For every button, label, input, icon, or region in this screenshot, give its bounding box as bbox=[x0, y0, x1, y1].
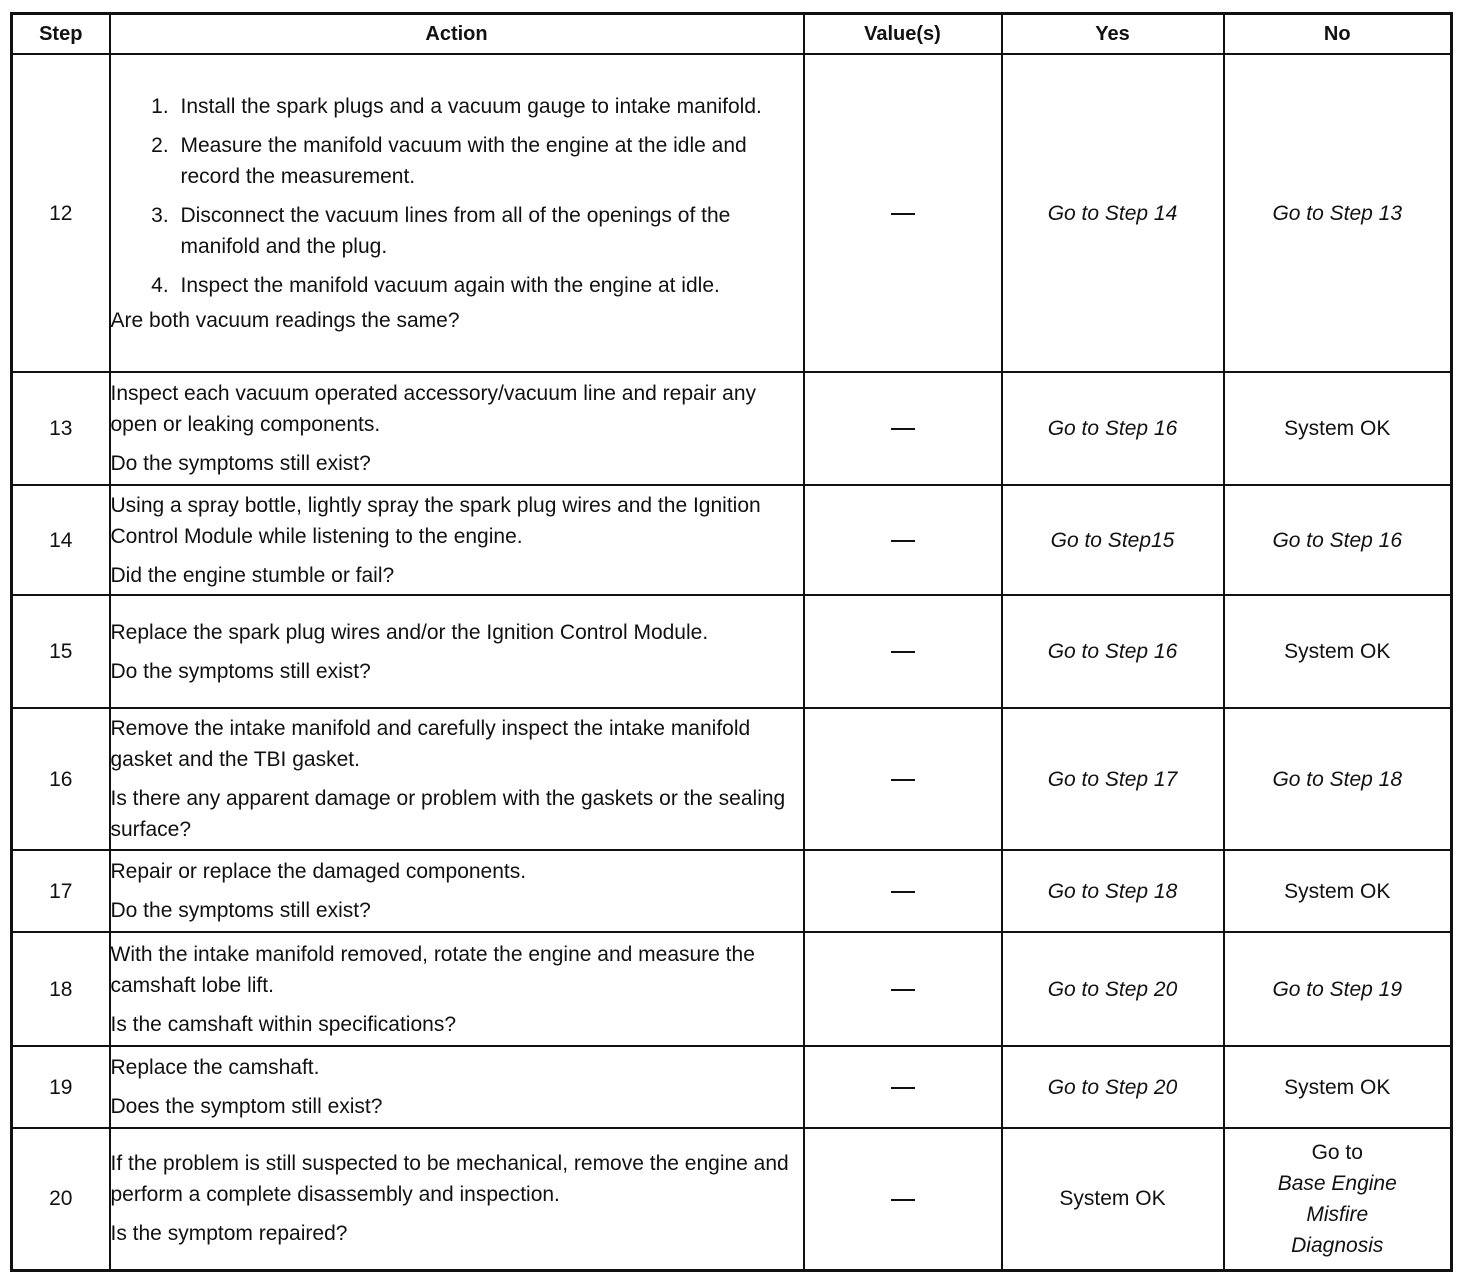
yes-result: Go to Step 14 bbox=[1002, 54, 1224, 372]
table-row bbox=[12, 485, 1452, 595]
value-dash bbox=[891, 540, 915, 542]
yes-result: Go to Step 16 bbox=[1002, 372, 1224, 485]
no-result: Go to Step 16 bbox=[1224, 485, 1452, 595]
no-result: Go to Step 18 bbox=[1224, 708, 1452, 850]
yes-result: Go to Step15 bbox=[1002, 485, 1224, 595]
no-result: Go to Step 13 bbox=[1224, 54, 1452, 372]
header-row bbox=[12, 14, 1452, 55]
value-cell bbox=[804, 372, 1002, 485]
yes-result: Go to Step 20 bbox=[1002, 932, 1224, 1046]
no-result: System OK bbox=[1224, 595, 1452, 708]
table-row bbox=[12, 1046, 1452, 1128]
value-dash bbox=[891, 1199, 915, 1201]
table-row bbox=[12, 595, 1452, 708]
value-cell bbox=[804, 932, 1002, 1046]
action-text: Replace the camshaft. bbox=[110, 1056, 320, 1079]
no-result: System OK bbox=[1224, 1046, 1452, 1128]
step-number: 17 bbox=[12, 850, 110, 932]
action-text: Replace the spark plug wires and/or the Ignition Control Module. bbox=[110, 620, 709, 644]
value-dash bbox=[891, 989, 915, 991]
table-row bbox=[12, 54, 1452, 372]
no-result: System OK bbox=[1224, 850, 1452, 932]
step-number: 18 bbox=[12, 932, 110, 1046]
value-cell bbox=[804, 1128, 1002, 1270]
no-result: System OK bbox=[1224, 372, 1452, 485]
value-dash bbox=[891, 213, 915, 215]
step-number: 19 bbox=[12, 1046, 110, 1128]
action-question: Is there any apparent damage or problem with the gaskets or the sealing surface? bbox=[110, 787, 786, 841]
list-item: 4. Inspect the manifold vacuum again with the engine at idle. bbox=[175, 270, 803, 301]
action-cell bbox=[110, 54, 804, 372]
step-number: 15 bbox=[12, 595, 110, 708]
value-cell bbox=[804, 595, 1002, 708]
action-cell bbox=[110, 372, 804, 485]
step-number: 14 bbox=[12, 485, 110, 595]
value-dash bbox=[891, 651, 915, 653]
action-question: Are both vacuum readings the same? bbox=[110, 308, 460, 332]
no-result-link: Base Engine Misfire Diagnosis bbox=[1277, 1171, 1397, 1257]
no-result: Go to Step 19 bbox=[1224, 932, 1452, 1046]
step-number: 13 bbox=[12, 372, 110, 485]
action-cell bbox=[110, 485, 804, 595]
action-question: Did the engine stumble or fail? bbox=[110, 563, 395, 587]
value-cell bbox=[804, 54, 1002, 372]
action-cell bbox=[110, 708, 804, 850]
header-yes: Yes bbox=[1002, 14, 1224, 55]
value-dash bbox=[891, 1087, 915, 1089]
action-text: Using a spray bottle, lightly spray the spark plug wires and the Ignition Control Module while listening to the engine. bbox=[110, 493, 761, 548]
action-text: Remove the intake manifold and carefully inspect the intake manifold gasket and the TBI gasket. bbox=[110, 717, 751, 771]
value-cell bbox=[804, 485, 1002, 595]
action-text: Repair or replace the damaged components. bbox=[110, 860, 527, 883]
action-cell bbox=[110, 1128, 804, 1270]
action-question: Do the symptoms still exist? bbox=[110, 899, 371, 922]
value-cell bbox=[804, 850, 1002, 932]
value-cell bbox=[804, 708, 1002, 850]
yes-result: Go to Step 20 bbox=[1002, 1046, 1224, 1128]
table-row bbox=[12, 1128, 1452, 1270]
header-no: No bbox=[1224, 14, 1452, 55]
action-list bbox=[111, 91, 803, 301]
step-number: 20 bbox=[12, 1128, 110, 1270]
action-text: Inspect each vacuum operated accessory/vacuum line and repair any open or leaking components. bbox=[110, 382, 757, 436]
yes-result: Go to Step 17 bbox=[1002, 708, 1224, 850]
value-dash bbox=[891, 891, 915, 893]
header-values: Value(s) bbox=[804, 14, 1002, 55]
no-result-prefix: Go to bbox=[1311, 1140, 1363, 1164]
action-text: If the problem is still suspected to be mechanical, remove the engine and perform a complete disassembly and inspection. bbox=[110, 1152, 789, 1207]
diagnostic-table bbox=[10, 12, 1453, 1272]
no-result bbox=[1224, 1128, 1452, 1270]
action-question: Does the symptom still exist? bbox=[110, 1095, 383, 1118]
header-action: Action bbox=[110, 14, 804, 55]
step-number: 12 bbox=[12, 54, 110, 372]
table-row bbox=[12, 850, 1452, 932]
action-cell bbox=[110, 595, 804, 708]
list-item: 2. Measure the manifold vacuum with the engine at the idle and record the measurement. bbox=[175, 130, 803, 192]
action-question: Do the symptoms still exist? bbox=[110, 659, 371, 683]
value-dash bbox=[891, 779, 915, 781]
step-number: 16 bbox=[12, 708, 110, 850]
value-dash bbox=[891, 428, 915, 430]
diagnostic-table-page bbox=[10, 12, 1450, 1272]
action-cell bbox=[110, 850, 804, 932]
action-cell bbox=[110, 1046, 804, 1128]
list-item: 3. Disconnect the vacuum lines from all of the openings of the manifold and the plug. bbox=[175, 200, 803, 262]
header-step: Step bbox=[12, 14, 110, 55]
table-row bbox=[12, 372, 1452, 485]
action-question: Do the symptoms still exist? bbox=[110, 452, 371, 475]
value-cell bbox=[804, 1046, 1002, 1128]
action-text: With the intake manifold removed, rotate the engine and measure the camshaft lobe lift. bbox=[110, 942, 755, 997]
yes-result: Go to Step 16 bbox=[1002, 595, 1224, 708]
yes-result: System OK bbox=[1002, 1128, 1224, 1270]
yes-result: Go to Step 18 bbox=[1002, 850, 1224, 932]
action-question: Is the camshaft within specifications? bbox=[110, 1012, 456, 1036]
action-cell bbox=[110, 932, 804, 1046]
table-row bbox=[12, 932, 1452, 1046]
action-question: Is the symptom repaired? bbox=[110, 1222, 348, 1246]
table-row bbox=[12, 708, 1452, 850]
list-item: 1. Install the spark plugs and a vacuum gauge to intake manifold. bbox=[175, 91, 803, 122]
